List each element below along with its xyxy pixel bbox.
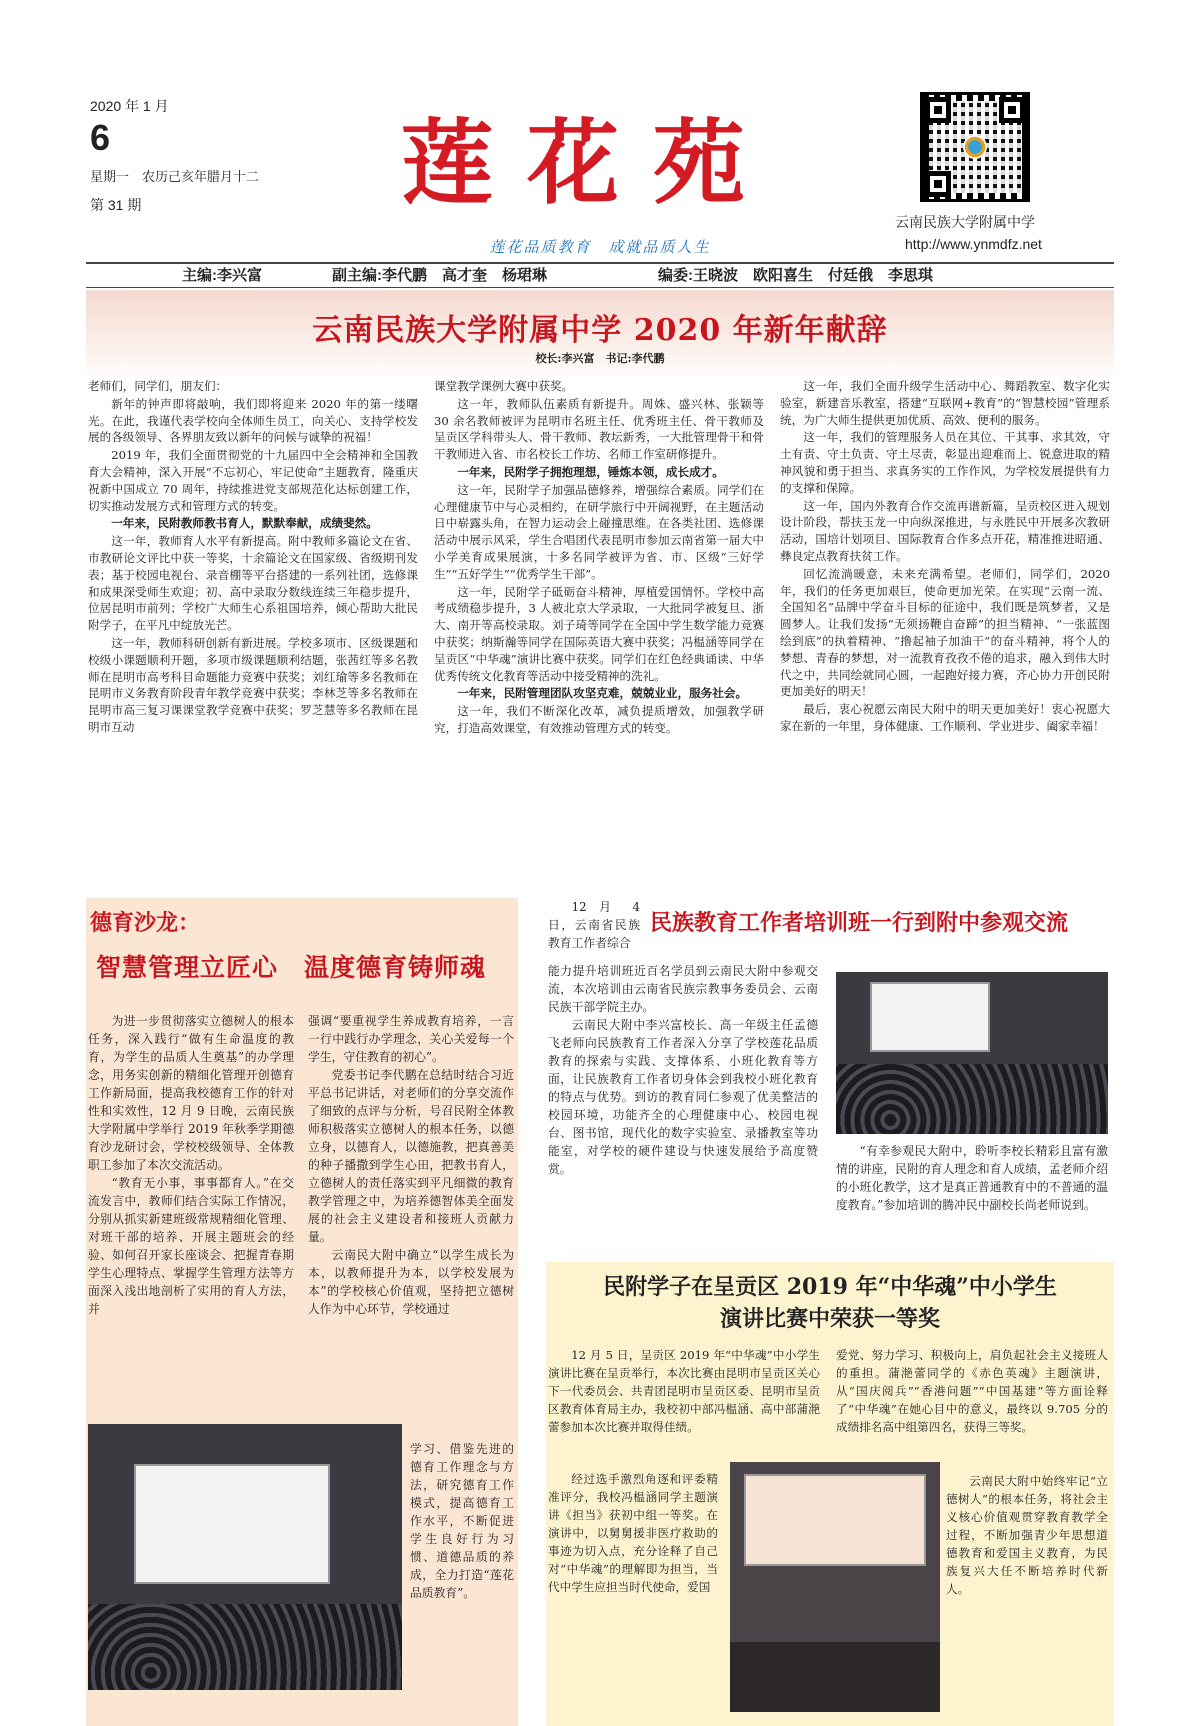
salon-column-1 bbox=[88, 1012, 294, 1318]
new-year-byline: 校长:李兴富 书记:李代鹏 bbox=[535, 352, 665, 365]
day-number: 6 bbox=[90, 117, 111, 158]
paragraph: 这一年，民附学子砥砺奋斗精神，厚植爱国情怀。学校中高考成绩稳步提升，3 人被北京大学录取，一大批同学被复旦、浙大、南开等高校录取。刘子琦等同学在全国中学生数学能力竞赛中获奖；纳斯瀚等同学在国际英语大赛中获奖；冯榅涵等同学在呈贡区“中华魂”演讲比赛中获奖。同学们在红色经典诵读、中华优秀传统文化教育等活动中接受精神的洗礼。 bbox=[434, 584, 764, 683]
editor-bar bbox=[86, 262, 1114, 288]
salon-column-2-tail bbox=[410, 1440, 514, 1602]
paragraph: “有幸参观民大附中，聆听李校长精彩且富有激情的讲座，民附的育人理念和育人成绩，孟老师介绍的小班化教学，这才是真正普通教育中的不普通的温度教育。”参加培训的腾冲民中副校长尚老师说到。 bbox=[836, 1144, 1108, 1212]
paragraph: 新年的钟声即将敲响，我们即将迎来 2020 年的第一缕曙光。在此，我谨代表学校向全体师生员工，向关心、支持学校发展的各级领导、各界朋友致以新年的问候与诚挚的祝福！ bbox=[88, 396, 418, 445]
paragraph: 最后，衷心祝愿云南民大附中的明天更加美好！衷心祝愿大家在新的一年里，身体健康、工作顺利、学业进步、阖家幸福！ bbox=[780, 702, 1110, 733]
salon-kicker: 德育沙龙： bbox=[90, 910, 201, 935]
paragraph: 爱党、努力学习、积极向上，肩负起社会主义接班人的重担。蒲滟蕾同学的《赤色英魂》主题演讲，从“国庆阅兵”“香港问题”“中国基建”等方面诠释了“中华魂”在她心目中的意义，最终以 9.705 分的成绩排名高中组第四名，获得三等奖。 bbox=[836, 1348, 1108, 1434]
speech-title-line-2: 演讲比赛中荣获一等奖 bbox=[719, 1306, 940, 1332]
new-year-title: 云南民族大学附属中学 2020 年新年献辞 bbox=[312, 313, 888, 348]
paragraph: 这一年，我们全面升级学生活动中心、舞蹈教室、数字化实验室，新建音乐教室，搭建“互联网+教育”的“智慧校园”管理系统，为广大师生提供更加优质、高效、便利的服务。 bbox=[780, 379, 1110, 427]
salon-column-2 bbox=[308, 1012, 514, 1318]
visit-quote bbox=[836, 1142, 1108, 1214]
new-year-column-3 bbox=[780, 378, 1110, 736]
paragraph: 这一年，教师育人水平有新提高。附中教师多篇论文在省、市教研论文评比中获一等奖，十余篇论文在国家级、省级期刊发表；基于校园电视台、录音棚等平台搭建的一系列社团，选修课和成果深受师生欢迎；初、高中录取分数线连续三年稳步提升，位居昆明市前列；学校广大师生心系祖国培养，倾心帮助大批民附学子，在平凡中绽放光芒。 bbox=[88, 534, 418, 633]
qr-code-icon bbox=[920, 92, 1030, 202]
weekday-lunar: 星期一 农历己亥年腊月十二 bbox=[90, 169, 260, 184]
paragraph: 强调“要重视学生养成教育培养，一言一行中践行办学理念，关心关爱每一个学生，守住教育的初心”。 bbox=[308, 1014, 514, 1064]
section-heading: 一年来，民附教师教书育人，默默奉献，成绩斐然。 bbox=[111, 516, 378, 531]
paragraph: 这一年，国内外教育合作交流再谱新篇，呈贡校区进入规划设计阶段，帮扶玉龙一中向纵深推进，与永胜民中开展多次教研活动，国培计划项目、国际教育合作多点开花，精准推进昭通、彝良定点教育扶贫工作。 bbox=[780, 498, 1110, 563]
paragraph: 这一年，我们的管理服务人员在其位、干其事、求其效，守土有责、守土负责、守土尽责，彰显出迎难而上、锐意进取的精神风貌和勇于担当、求真务实的工作作风，为学校发展提供有力的支撑和保障。 bbox=[780, 430, 1110, 495]
paragraph: 学习、借鉴先进的德育工作理念与方法，研究德育工作模式，提高德育工作水平，不断促进学生良好行为习惯、道德品质的养成，全力打造“莲花品质教育”。 bbox=[410, 1442, 514, 1600]
speech-photo bbox=[730, 1462, 940, 1712]
paragraph: 这一年，教师队伍素质有新提升。周姝、盛兴林、张颖等 30 余名教师被评为昆明市名班主任、优秀班主任、骨干教师及呈贡区学科带头人、骨干教师、教坛新秀，一大批管理骨干和骨干教师进入省、市名校长工作坊、名师工作室研修提升。 bbox=[434, 396, 764, 462]
paragraph: “教育无小事，事事都育人。”在交流发言中，教师们结合实际工作情况，分别从抓实新建班级常规精细化管理、对班干部的培养、开展主题班会的经验、如何召开家长座谈会、把握青春期学生心理特点、掌握学生管理方法等方面深入浅出地剖析了实用的育人方法，并 bbox=[88, 1176, 294, 1316]
paragraph: 2019 年，我们全面贯彻党的十九届四中全会精神和全国教育大会精神，深入开展“不忘初心，牢记使命”主题教育，隆重庆祝新中国成立 70 周年，持续推进党支部规范化达标创建工作，切实推动发展方式和管理方式的转变。 bbox=[88, 448, 418, 513]
paragraph: 这一年，民附学子加强品德修养，增强综合素质。同学们在心理健康节中与心灵相约，在研学旅行中开阔视野，在主题活动日中崭露头角，在智力运动会上碰撞思维。在各类社团、选修课活动中展示风采，学生合唱团代表昆明市参加云南省第一届大中小学美育成果展演，十多名同学被评为省、市、区级“三好学生”“五好学生”“优秀学生干部”。 bbox=[434, 482, 764, 581]
section-heading: 一年来，民附学子拥抱理想，锤炼本领，成长成才。 bbox=[457, 464, 724, 479]
chief-editor: 主编:李兴富 bbox=[182, 267, 262, 284]
paragraph: 能力提升培训班近百名学员到云南民大附中参观交流，本次培训由云南省民族宗教事务委员会、云南民族干部学院主办。 bbox=[548, 964, 818, 1014]
school-logo-icon bbox=[963, 135, 987, 159]
speech-column-1b bbox=[548, 1470, 718, 1596]
paragraph: 12 月 5 日，呈贡区 2019 年“中华魂”中小学生演讲比赛在呈贡举行，本次比赛由昆明市呈贡区关心下一代委员会、共青团昆明市呈贡区委、昆明市呈贡区教育体育局主办，我校初中部冯榅涵、高中部蒲滟蕾参加本次比赛并取得佳绩。 bbox=[548, 1348, 820, 1434]
school-name: 云南民族大学附属中学 bbox=[895, 214, 1035, 230]
paragraph: 党委书记李代鹏在总结时结合习近平总书记讲话，对老师们的分享交流作了细致的点评与分析，号召民附全体教师积极落实立德树人的根本任务，以德立身，以德育人，以德施教，把真善美的种子播撒到学生心田，把教书育人，立德树人的责任落实到平凡细微的教育教学管理之中，为培养德智体美全面发展的社会主义建设者和接班人贡献力量。 bbox=[308, 1068, 514, 1244]
issue-number: 第 31 期 bbox=[90, 197, 142, 213]
visit-title: 民族教育工作者培训班一行到附中参观交流 bbox=[650, 910, 1069, 936]
speech-title-line-1: 民附学子在呈贡区 2019 年“中华魂”中小学生 bbox=[603, 1274, 1057, 1300]
section-heading: 一年来，民附管理团队攻坚克难，兢兢业业，服务社会。 bbox=[457, 686, 748, 701]
paragraph: 云南民大附中确立“以学生成长为本，以教师提升为本，以学校发展为本”的学校核心价值观，坚持把立德树人作为中心环节，学校通过 bbox=[308, 1248, 514, 1316]
paragraph: 回忆流淌暖意，未来充满希望。老师们，同学们，2020 年，我们的任务更加艰巨，使命更加光荣。在实现“云南一流、全国知名”品牌中学奋斗目标的征途中，我们既是筑梦者，又是圆梦人。让我们发扬“无须扬鞭自奋蹄”的担当精神、“一张蓝图绘到底”的执着精神、“撸起袖子加油干”的奋斗精神，将个人的梦想、青春的梦想，对一流教育孜孜不倦的追求，融入到伟大时代之中，共同绘就同心圆，一起跑好接力赛，齐心协力开创民附更加美好的明天！ bbox=[780, 566, 1110, 699]
salon-title: 智慧管理立匠心 温度德育铸师魂 bbox=[96, 953, 487, 982]
deputy-editors: 副主编:李代鹏 高才奎 杨珺琳 bbox=[332, 267, 547, 284]
new-year-column-1 bbox=[88, 378, 418, 737]
editorial-board: 编委:王晓波 欧阳喜生 付廷俄 李思琪 bbox=[658, 267, 933, 284]
speech-column-2 bbox=[836, 1346, 1108, 1436]
paragraph: 为进一步贯彻落实立德树人的根本任务，深入践行“做有生命温度的教育，为学生的品质人生奠基”的办学理念，用务实创新的精细化管理开创德育工作新局面，提高我校德育工作的针对性和实效性，12 月 9 日晚，云南民族大学附属中学举行 2019 年秋季学期德育沙龙研讨会，学校校级领导、全体教职工参加了本次交流活动。 bbox=[88, 1014, 294, 1172]
paper-name: 莲花苑 bbox=[400, 109, 779, 217]
date-block bbox=[90, 96, 259, 215]
salon-photo bbox=[88, 1424, 402, 1690]
speech-column-3 bbox=[946, 1472, 1108, 1598]
speech-column-1 bbox=[548, 1346, 820, 1436]
paragraph: 课堂教学课例大赛中获奖。 bbox=[434, 379, 574, 393]
paragraph: 老师们，同学们，朋友们： bbox=[88, 379, 228, 393]
paragraph: 这一年，我们不断深化改革，减负提质增效，加强教学研究，打造高效课堂，有效推动管理方式的转变。 bbox=[434, 704, 764, 735]
year-month: 2020 年 1 月 bbox=[90, 98, 169, 114]
paragraph: 12 月 4 日，云南省民族教育工作者综合 bbox=[548, 900, 640, 950]
visit-lead bbox=[548, 898, 640, 952]
paragraph: 经过选手激烈角逐和评委精准评分，我校冯榅涵同学主题演讲《担当》获初中组一等奖。在演讲中，以舅舅援非医疗救助的事迹为切入点，充分诠释了自己对“中华魂”的理解即为担当，当代中学生应担当时代使命，爱国 bbox=[548, 1472, 718, 1594]
paragraph: 这一年，教师科研创新有新进展。学校多项市、区级课题和校级小课题顺利开题，多项市级课题顺利结题，张茜红等多名教师在昆明市高考科目命题能力竞赛中获奖；刘红瑜等多名教师在昆明市义务教育阶段青年教学竞赛中获奖；李林芝等多名教师在昆明市高三复习课课堂教学竞赛中获奖；罗芝慧等多名教师在昆明市互动 bbox=[88, 635, 418, 734]
new-year-column-2 bbox=[434, 378, 764, 738]
slogan: 莲花品质教育 成就品质人生 bbox=[489, 238, 711, 256]
paragraph: 云南民大附中李兴富校长、高一年级主任孟德飞老师向民族教育工作者深入分享了学校莲花品质教育的探索与实践、支撑体系、小班化教育等方面，让民族教育工作者切身体会到我校小班化教育的特点与优势。到访的教育同仁参观了优美整洁的校园环境，功能齐全的心理健康中心、校园电视台、图书馆，现代化的数字实验室、录播教室等功能室，对学校的硬件建设与快速发展给予高度赞赏。 bbox=[548, 1018, 818, 1176]
paragraph: 云南民大附中始终牢记“立德树人”的根本任务，将社会主义核心价值观贯穿教育教学全过程，不断加强青少年思想道德教育和爱国主义教育，为民族复兴大任不断培养时代新人。 bbox=[946, 1474, 1108, 1596]
school-url[interactable]: http://www.ynmdfz.net bbox=[905, 236, 1042, 252]
visit-body bbox=[548, 962, 818, 1178]
visit-photo bbox=[836, 972, 1108, 1134]
